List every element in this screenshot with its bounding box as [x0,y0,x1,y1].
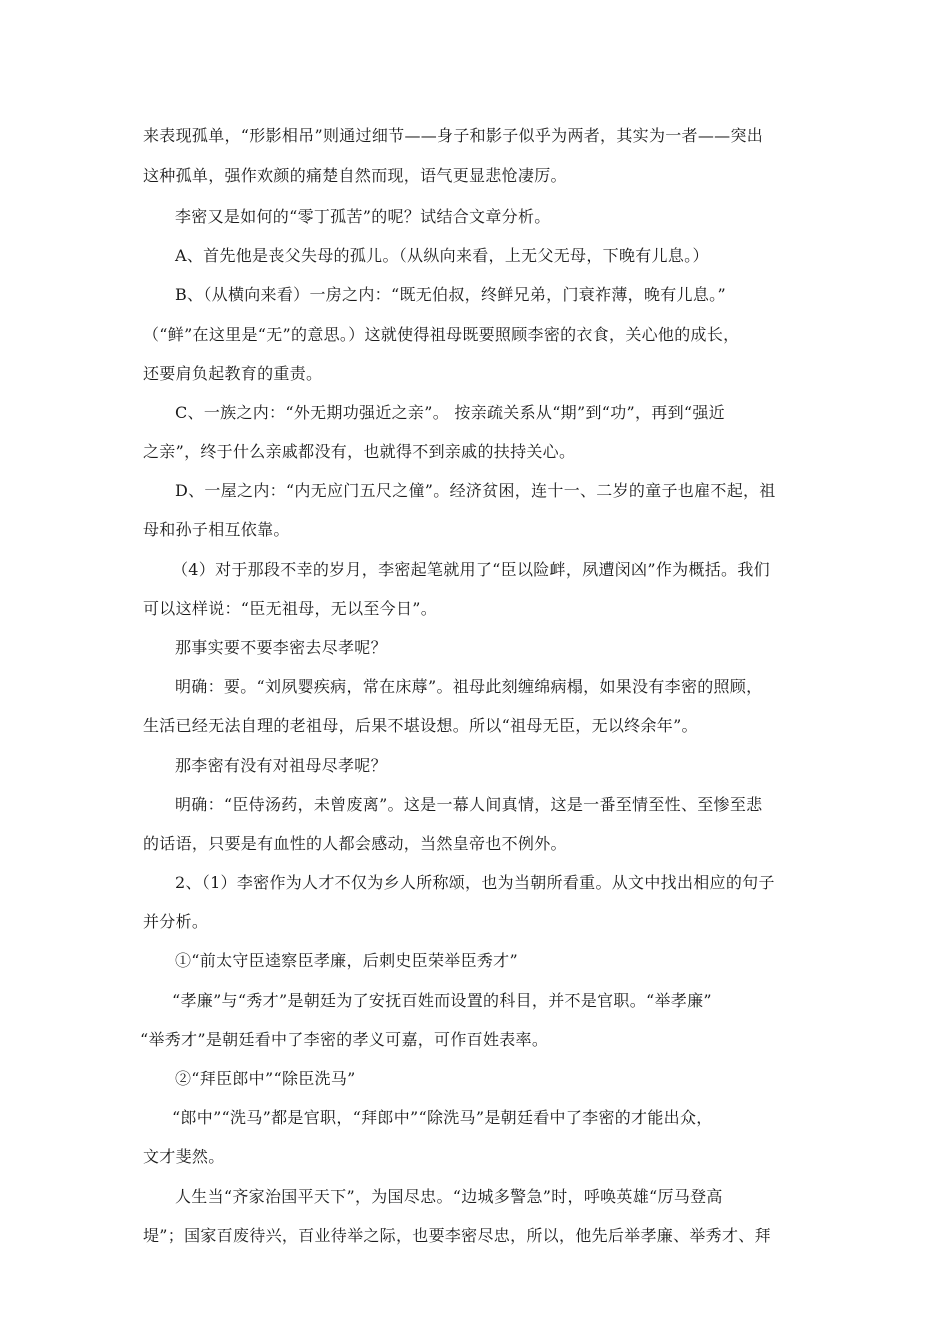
quote-item-2: ②“拜臣郎中”“除臣洗马” [175,1069,356,1088]
paragraph-line: 这种孤单，强作欢颜的痛楚自然而现，语气更显悲怆凄厉。 [143,166,567,185]
list-item-a: A、首先他是丧父失母的孤儿。（从纵向来看，上无父无母，下晚有儿息。） [175,246,709,265]
list-item-b: B、（从横向来看）一房之内：“既无伯叔，终鲜兄弟，门衰祚薄，晚有儿息。” [175,285,726,304]
paragraph-line: 生活已经无法自理的老祖母，后果不堪设想。所以“祖母无臣，无以终余年”。 [143,716,698,735]
paragraph-line: “孝廉”与“秀才”是朝廷为了安抚百姓而设置的科目，并不是官职。“举孝廉” [172,991,712,1010]
list-item-d: D、一屋之内：“内无应门五尺之僮”。经济贫困，连十一、二岁的童子也雇不起，祖 [175,481,776,500]
paragraph-line: 来表现孤单，“形影相吊”则通过细节——身子和影子似乎为两者，其实为一者——突出 [143,126,764,145]
paragraph-line: 之亲”，终于什么亲戚都没有，也就得不到亲戚的扶持关心。 [143,442,576,461]
paragraph-line: 母和孙子相互依靠。 [143,520,290,539]
paragraph-line: 并分析。 [143,912,209,931]
answer-line: 明确：“臣侍汤药，未曾废离”。这是一幕人间真情，这是一番至情至性、至惨至悲 [175,795,763,814]
paragraph-line: 可以这样说：“臣无祖母，无以至今日”。 [143,599,438,618]
paragraph-line: 堤”；国家百废待兴，百业待举之际，也要李密尽忠，所以，他先后举孝廉、举秀才、拜 [143,1226,771,1245]
paragraph-line: “郎中”“洗马”都是官职，“拜郎中”“除洗马”是朝廷看中了李密的才能出众， [172,1108,713,1127]
section-heading: 2、（1）李密作为人才不仅为乡人所称颂，也为当朝所看重。从文中找出相应的句子 [175,873,775,892]
answer-line: 明确：要。“刘夙婴疾病，常在床蓐”。祖母此刻缠绵病榻，如果没有李密的照顾， [175,677,763,696]
paragraph-line: “举秀才”是朝廷看中了李密的孝义可嘉，可作百姓表率。 [140,1030,549,1049]
paragraph-line: 人生当“齐家治国平天下”，为国尽忠。“边城多警急”时，呼唤英雄“厉马登高 [175,1187,723,1206]
quote-item-1: ①“前太守臣逵察臣孝廉，后刺史臣荣举臣秀才” [175,951,518,970]
question-line: 那事实要不要李密去尽孝呢？ [175,638,387,657]
paragraph-line: 还要肩负起教育的重责。 [143,364,323,383]
question-line: 李密又是如何的“零丁孤苦”的呢？试结合文章分析。 [175,207,551,226]
paragraph-line: （“鲜”在这里是“无”的意思。）这就使得祖母既要照顾李密的衣食，关心他的成长， [143,325,740,344]
paragraph-line: （4）对于那段不幸的岁月，李密起笔就用了“臣以险衅，夙遭闵凶”作为概括。我们 [172,560,770,579]
question-line: 那李密有没有对祖母尽孝呢？ [175,756,387,775]
paragraph-line: 的话语，只要是有血性的人都会感动，当然皇帝也不例外。 [143,834,567,853]
list-item-c: C、一族之内：“外无期功强近之亲”。 按亲疏关系从“期”到“功”，再到“强近 [175,403,725,422]
paragraph-line: 文才斐然。 [143,1147,225,1166]
